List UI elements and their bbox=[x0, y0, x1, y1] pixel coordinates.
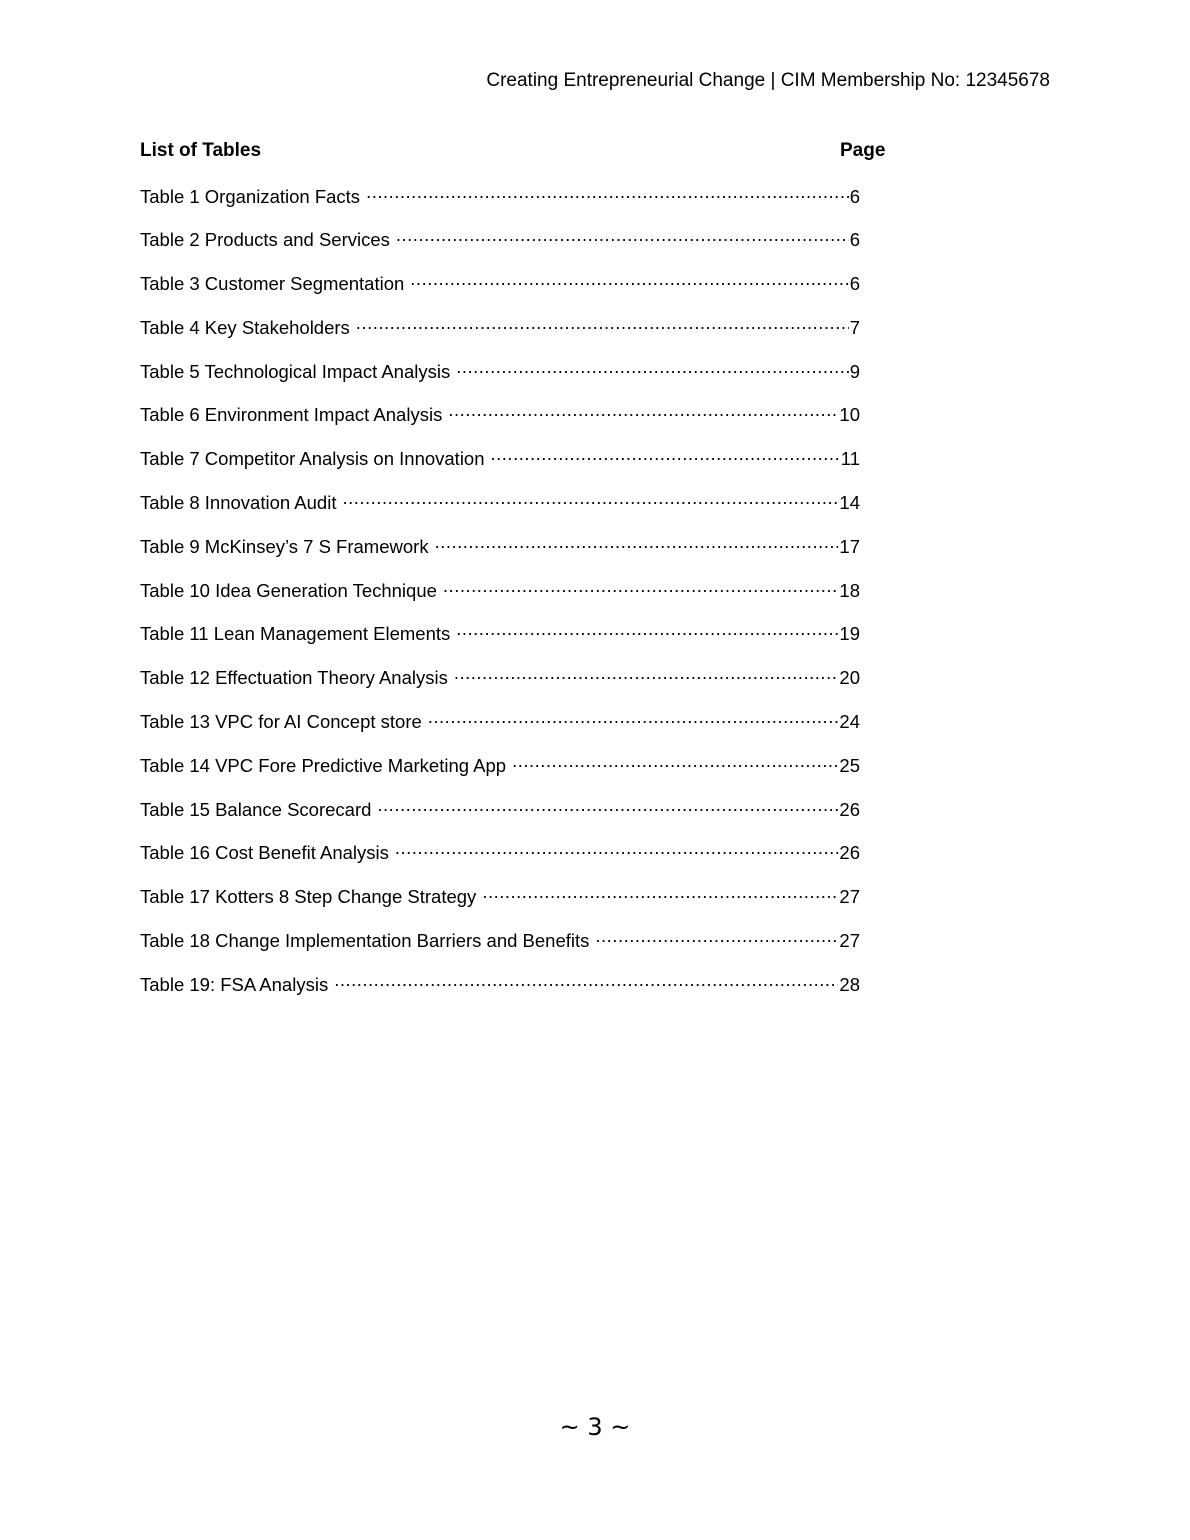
toc-entry[interactable] bbox=[140, 885, 860, 929]
toc-dot-leader bbox=[456, 622, 838, 641]
toc-entry-page: 6 bbox=[849, 273, 860, 295]
toc-entry[interactable] bbox=[140, 710, 860, 754]
toc-entry-page: 27 bbox=[839, 930, 860, 952]
toc-entry-page: 27 bbox=[839, 886, 860, 908]
toc-entry-label: Table 15 Balance Scorecard bbox=[140, 798, 372, 820]
toc-entry-page: 10 bbox=[839, 404, 860, 426]
toc-page-column-label: Page bbox=[840, 140, 886, 161]
toc-dot-leader bbox=[334, 972, 838, 991]
toc-entry[interactable] bbox=[140, 666, 860, 710]
toc-entry[interactable] bbox=[140, 272, 860, 316]
toc-dot-leader bbox=[454, 666, 839, 685]
toc-dot-leader bbox=[396, 228, 849, 247]
toc-entry[interactable] bbox=[140, 753, 860, 797]
toc-dot-leader bbox=[491, 447, 840, 466]
toc-entry-page: 18 bbox=[839, 579, 860, 601]
list-of-tables bbox=[140, 140, 900, 1016]
toc-entry-page: 11 bbox=[840, 448, 860, 470]
toc-entry-label: Table 10 Idea Generation Technique bbox=[140, 579, 437, 601]
toc-dot-leader bbox=[342, 491, 838, 510]
toc-entry-page: 6 bbox=[849, 229, 860, 251]
toc-dot-leader bbox=[377, 797, 838, 816]
toc-entry-page: 14 bbox=[839, 492, 860, 514]
toc-entry-label: Table 2 Products and Services bbox=[140, 229, 390, 251]
toc-entry-label: Table 9 McKinsey’s 7 S Framework bbox=[140, 535, 429, 557]
toc-entry-label: Table 4 Key Stakeholders bbox=[140, 316, 350, 338]
toc-entry-page: 7 bbox=[849, 316, 860, 338]
toc-dot-leader bbox=[482, 885, 838, 904]
toc-dot-leader bbox=[395, 841, 839, 860]
toc-dot-leader bbox=[356, 315, 849, 334]
toc-entry-label: Table 1 Organization Facts bbox=[140, 185, 361, 207]
toc-dot-leader bbox=[512, 753, 838, 772]
toc-entry[interactable] bbox=[140, 534, 860, 578]
toc-entry[interactable] bbox=[140, 929, 860, 973]
toc-dot-leader bbox=[595, 929, 838, 948]
toc-entry-page: 26 bbox=[839, 798, 860, 820]
toc-heading-row bbox=[140, 140, 900, 166]
toc-entry-page: 25 bbox=[839, 754, 860, 776]
toc-entry[interactable] bbox=[140, 184, 860, 228]
toc-entry-page: 6 bbox=[849, 185, 860, 207]
toc-dot-leader bbox=[410, 272, 848, 291]
toc-entry-label: Table 16 Cost Benefit Analysis bbox=[140, 842, 389, 864]
toc-entry-page: 19 bbox=[839, 623, 860, 645]
toc-entry-page: 17 bbox=[839, 535, 860, 557]
toc-entry-page: 28 bbox=[839, 973, 860, 995]
toc-title: List of Tables bbox=[140, 140, 262, 161]
toc-dot-leader bbox=[456, 359, 848, 378]
toc-entry-label: Table 12 Effectuation Theory Analysis bbox=[140, 667, 448, 689]
toc-entry[interactable] bbox=[140, 228, 860, 272]
toc-entry[interactable] bbox=[140, 622, 860, 666]
toc-dot-leader bbox=[366, 184, 849, 203]
toc-entry-label: Table 18 Change Implementation Barriers and Benefits bbox=[140, 930, 590, 952]
toc-entry-page: 26 bbox=[839, 842, 860, 864]
toc-entry[interactable] bbox=[140, 797, 860, 841]
toc-entry[interactable] bbox=[140, 359, 860, 403]
toc-dot-leader bbox=[443, 578, 839, 597]
toc-entry-label: Table 13 VPC for AI Concept store bbox=[140, 711, 422, 733]
running-header: Creating Entrepreneurial Change | CIM Membership No: 12345678 bbox=[486, 70, 1050, 91]
toc-entry[interactable] bbox=[140, 972, 860, 1016]
toc-entry-label: Table 7 Competitor Analysis on Innovation bbox=[140, 448, 485, 470]
toc-entry-label: Table 6 Environment Impact Analysis bbox=[140, 404, 443, 426]
toc-entry-page: 20 bbox=[839, 667, 860, 689]
toc-entry[interactable] bbox=[140, 403, 860, 447]
toc-dot-leader bbox=[435, 534, 839, 553]
toc-entry-label: Table 8 Innovation Audit bbox=[140, 492, 337, 514]
toc-dot-leader bbox=[428, 710, 839, 729]
toc-entry-label: Table 11 Lean Management Elements bbox=[140, 623, 451, 645]
toc-entry[interactable] bbox=[140, 491, 860, 535]
toc-dot-leader bbox=[448, 403, 838, 422]
page-number: ~ 3 ~ bbox=[559, 1413, 631, 1441]
toc-entry[interactable] bbox=[140, 578, 860, 622]
toc-entry-page: 9 bbox=[849, 360, 860, 382]
toc-entry-page: 24 bbox=[839, 711, 860, 733]
toc-entry[interactable] bbox=[140, 315, 860, 359]
toc-entry[interactable] bbox=[140, 447, 860, 491]
toc-entry-label: Table 14 VPC Fore Predictive Marketing App bbox=[140, 754, 507, 776]
toc-entry-label: Table 17 Kotters 8 Step Change Strategy bbox=[140, 886, 477, 908]
toc-entry-label: Table 19: FSA Analysis bbox=[140, 973, 329, 995]
toc-entry-label: Table 3 Customer Segmentation bbox=[140, 273, 405, 295]
toc-entry[interactable] bbox=[140, 841, 860, 885]
toc-entries bbox=[140, 184, 900, 1016]
toc-entry-label: Table 5 Technological Impact Analysis bbox=[140, 360, 451, 382]
